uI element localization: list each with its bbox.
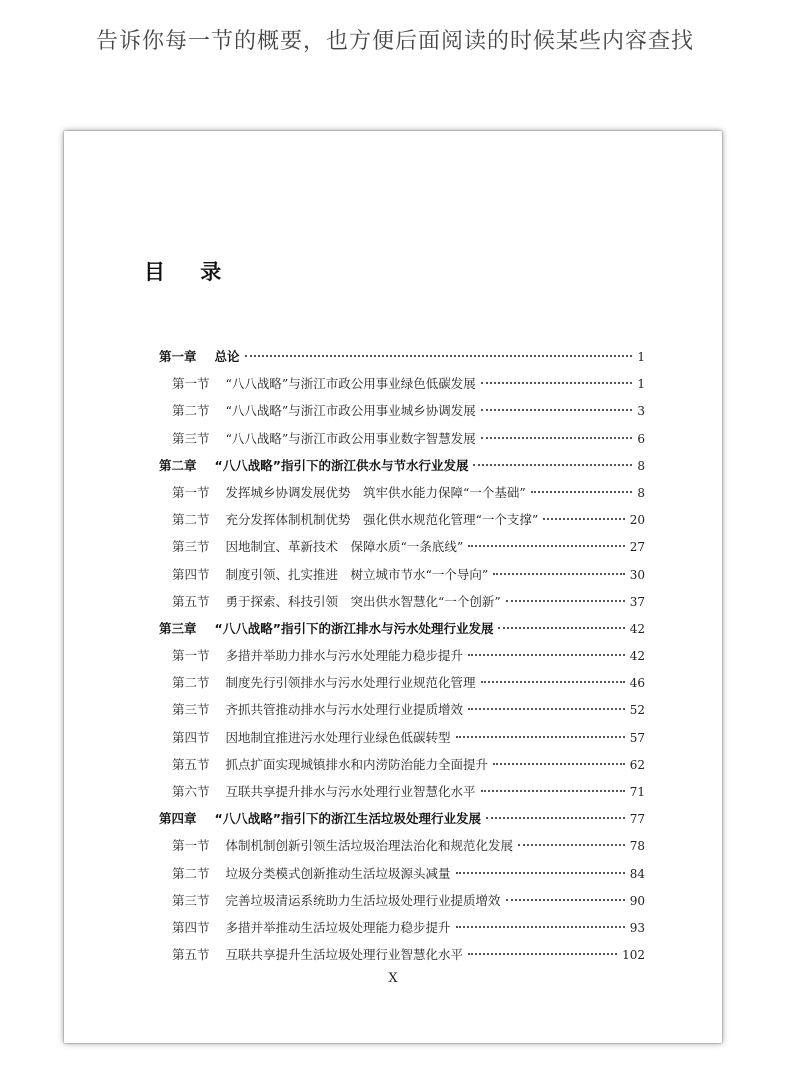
entry-title: 制度引领、扎实推进 树立城市节水“一个导向”: [225, 566, 489, 582]
dot-leader: [518, 844, 625, 846]
entry-title: “八八战略”与浙江市政公用事业城乡协调发展: [225, 403, 476, 419]
toc-section-entry: [159, 561, 645, 588]
entry-title: 勇于探索、科技引领 突出供水智慧化“一个创新”: [225, 593, 501, 609]
toc-section-entry: [159, 425, 645, 452]
entry-title: “八八战略”指引下的浙江生活垃圾处理行业发展: [214, 811, 481, 827]
entry-title: 充分发挥体制机制优势 强化供水规范化管理“一个支撑”: [225, 512, 539, 528]
entry-title: 总论: [214, 349, 240, 364]
toc-title: 目 录: [144, 260, 236, 284]
entry-number: 第二节: [172, 675, 210, 691]
entry-number: 第二节: [172, 512, 210, 528]
toc-section-entry: [159, 533, 645, 560]
entry-page-number: 78: [629, 839, 645, 854]
dot-leader: [456, 736, 625, 738]
dot-leader: [468, 953, 617, 955]
entry-title: 互联共享提升生活垃圾处理行业智慧化水平: [225, 947, 464, 963]
entry-title: 因地制宜推进污水处理行业绿色低碳转型: [225, 729, 451, 745]
dot-leader: [493, 763, 625, 765]
entry-page-number: 62: [629, 757, 645, 772]
dot-leader: [481, 437, 633, 439]
entry-number: 第四节: [172, 919, 210, 935]
dot-leader: [468, 545, 624, 547]
entry-number: 第二节: [172, 403, 210, 419]
entry-number: 第三节: [172, 702, 210, 718]
toc-section-entry: [159, 941, 645, 968]
entry-title: “八八战略”指引下的浙江供水与节水行业发展: [214, 457, 469, 473]
dot-leader: [468, 708, 625, 710]
entry-number: 第二章: [159, 457, 197, 473]
entry-number: 第四节: [172, 566, 210, 582]
entry-title: 齐抓共管推动排水与污水处理行业提质增效: [225, 702, 464, 718]
toc-section-entry: [159, 642, 645, 669]
entry-title: 互联共享提升排水与污水处理行业智慧化水平: [225, 784, 476, 799]
entry-number: 第二节: [172, 865, 210, 881]
entry-page-number: 8: [637, 458, 645, 473]
entry-title: 体制机制创新引领生活垃圾治理法治化和规范化发展: [225, 838, 514, 854]
entry-title: 因地制宜、革新技术 保障水质“一条底线”: [225, 539, 464, 555]
entry-page-number: 52: [629, 703, 645, 718]
entry-number: 第四节: [172, 729, 210, 745]
page-folio: X: [388, 971, 398, 986]
entry-page-number: 20: [629, 513, 645, 528]
dot-leader: [486, 817, 625, 819]
entry-number: 第三章: [159, 620, 197, 636]
entry-page-number: 42: [629, 621, 645, 636]
dot-leader: [468, 654, 625, 656]
toc-section-entry: [159, 479, 645, 506]
toc-section-entry: [159, 778, 645, 805]
entry-page-number: 46: [629, 676, 645, 691]
toc-section-entry: [159, 696, 645, 723]
entry-title: “八八战略”与浙江市政公用事业数字智慧发展: [225, 430, 476, 446]
entry-page-number: 42: [629, 649, 645, 664]
entry-page-number: 71: [629, 785, 645, 799]
dot-leader: [481, 409, 633, 411]
dot-leader: [473, 464, 632, 466]
toc-section-entry: [159, 397, 645, 424]
entry-page-number: 102: [622, 948, 645, 963]
dot-leader: [481, 790, 625, 792]
entry-title: 抓点扩面实现城镇排水和内涝防治能力全面提升: [225, 756, 489, 772]
toc-section-entry: [159, 887, 645, 914]
toc-section-entry: [159, 669, 645, 696]
dot-leader: [456, 926, 625, 928]
entry-page-number: 3: [637, 404, 645, 419]
dot-leader: [245, 355, 633, 357]
entry-page-number: 1: [637, 350, 645, 364]
entry-page-number: 77: [629, 812, 645, 827]
toc-chapter-entry: [159, 343, 645, 370]
caption-banner: 告诉你每一节的概要，也方便后面阅读的时候某些内容查找: [95, 29, 694, 54]
toc-section-entry: [159, 751, 645, 778]
entry-number: 第一节: [172, 648, 210, 664]
entry-number: 第三节: [172, 430, 210, 446]
entry-number: 第一章: [159, 349, 197, 364]
toc-chapter-entry: [159, 452, 645, 479]
toc-chapter-entry: [159, 615, 645, 642]
dot-leader: [543, 518, 624, 520]
entry-title: 制度先行引领排水与污水处理行业规范化管理: [225, 675, 476, 691]
entry-page-number: 27: [629, 540, 645, 555]
entry-page-number: 84: [629, 866, 645, 881]
entry-number: 第四章: [159, 811, 197, 827]
entry-number: 第一节: [172, 376, 210, 392]
entry-title: 发挥城乡协调发展优势 筑牢供水能力保障“一个基础”: [225, 484, 526, 500]
entry-page-number: 57: [629, 730, 645, 745]
entry-title: 多措并举助力排水与污水处理能力稳步提升: [225, 648, 464, 664]
toc-chapter-entry: [159, 805, 645, 832]
dot-leader: [481, 681, 625, 683]
entry-page-number: 6: [637, 431, 645, 446]
entry-title: 垃圾分类模式创新推动生活垃圾源头减量: [225, 865, 451, 881]
entry-number: 第一节: [172, 484, 210, 500]
toc-section-entry: [159, 860, 645, 887]
dot-leader: [506, 899, 625, 901]
entry-title: 多措并举推动生活垃圾处理能力稳步提升: [225, 919, 451, 935]
entry-title: “八八战略”与浙江市政公用事业绿色低碳发展: [225, 376, 476, 392]
dot-leader: [493, 573, 624, 575]
dot-leader: [481, 382, 633, 384]
entry-title: “八八战略”指引下的浙江排水与污水处理行业发展: [214, 620, 494, 636]
entry-number: 第五节: [172, 756, 210, 772]
toc-section-entry: [159, 588, 645, 615]
entry-page-number: 8: [637, 485, 645, 500]
entry-number: 第六节: [172, 784, 210, 799]
toc-section-entry: [159, 506, 645, 533]
entry-title: 完善垃圾清运系统助力生活垃圾处理行业提质增效: [225, 892, 501, 908]
entry-page-number: 90: [629, 893, 645, 908]
dot-leader: [456, 872, 625, 874]
entry-page-number: 93: [629, 920, 645, 935]
entry-number: 第五节: [172, 593, 210, 609]
toc-section-entry: [159, 370, 645, 397]
toc-section-entry: [159, 832, 645, 859]
entry-page-number: 37: [629, 594, 645, 609]
entry-number: 第三节: [172, 892, 210, 908]
book-page: [64, 131, 722, 1043]
dot-leader: [498, 627, 624, 629]
dot-leader: [531, 491, 633, 493]
entry-number: 第一节: [172, 838, 210, 854]
table-of-contents: [159, 343, 645, 968]
entry-number: 第三节: [172, 539, 210, 555]
dot-leader: [506, 600, 625, 602]
toc-section-entry: [159, 724, 645, 751]
toc-section-entry: [159, 914, 645, 941]
entry-page-number: 1: [637, 377, 645, 392]
entry-number: 第五节: [172, 947, 210, 963]
entry-page-number: 30: [629, 567, 645, 582]
